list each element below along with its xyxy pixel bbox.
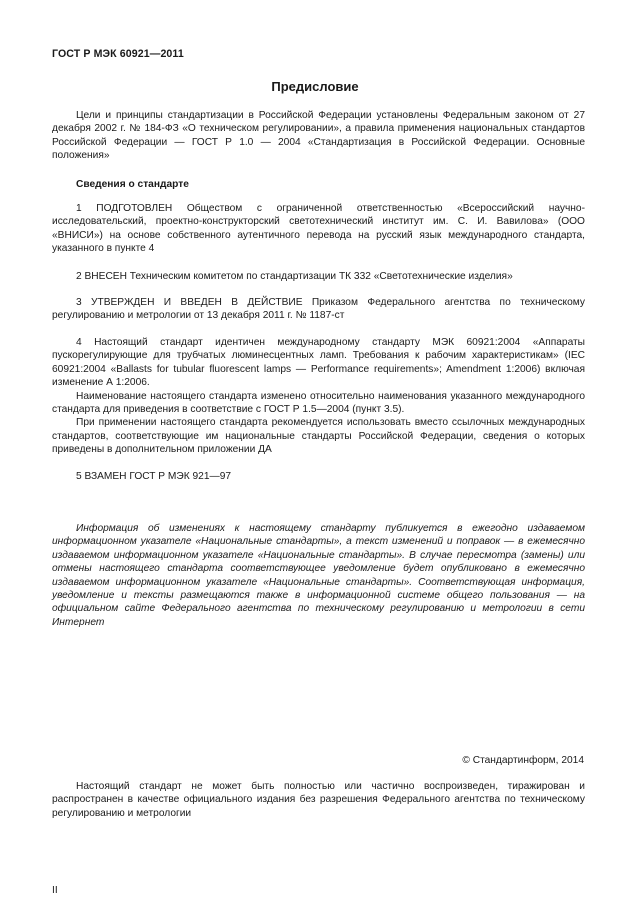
item-1-paragraph: 1 ПОДГОТОВЛЕН Обществом с ограниченной ответственностью «Всероссийский научно-исследовательский, проектно-конструкторский светотехнический институт им. С. И. Вавилова» (ООО «ВНИСИ») на основе собственного аутентичного перевода на русский язык международного стандарта, указанного в пункте 4 [52,203,585,255]
item-5-paragraph: 5 ВЗАМЕН ГОСТ Р МЭК 921—97 [76,471,232,482]
reproduction-notice: Настоящий стандарт не может быть полностью или частично воспроизведен, тиражирован и распространен в качестве официального издания без разрешения Федерального агентства по техническому регулированию и метрологии [52,781,585,819]
document-code-header: ГОСТ Р МЭК 60921—2011 [52,48,184,60]
page-title: Предисловие [271,79,359,94]
page-number: II [52,885,58,896]
item-4-paragraph: 4 Настоящий стандарт идентичен международному стандарту МЭК 60921:2004 «Аппараты пускорегулирующие для трубчатых люминесцентных ламп. Требования к рабочим характеристикам» (IEC 60921:2004 «Ballasts for tubular fluorescent lamps — Performance requirements»; Amendment 1:2006) включая изменение А 1:2006. [52,337,585,389]
changes-notice: Информация об изменениях к настоящему стандарту публикуется в ежегодно издаваемом информационном указателе «Национальные стандарты», а текст изменений и поправок — в ежемесячно издаваемом информационном указателе «Национальные стандарты». В случае пересмотра (замены) или отмены настоящего стандарта соответствующее уведомление будет опубликовано в ежемесячно издаваемом информационном указателе «Национальные стандарты». Соответствующая информация, уведомление и тексты размещаются также в информационной системе общего пользования — на официальном сайте Федерального агентства по техническому регулированию и метрологии в сети Интернет [52,523,585,628]
item-4-group [52,336,585,457]
intro-paragraph: Цели и принципы стандартизации в Российской Федерации установлены Федеральным законом от 27 декабря 2002 г. № 184-ФЗ «О техническом регулировании», а правила применения национальных стандартов Российской Федерации — ГОСТ Р 1.0 — 2004 «Стандартизация в Российской Федерации. Основные положения» [52,110,585,162]
item-4-name-note: Наименование настоящего стандарта изменено относительно наименования указанного международного стандарта для приведения в соответствие с ГОСТ Р 1.5—2004 (пункт 3.5). [52,390,585,416]
copyright-line: © Стандартинформ, 2014 [462,755,584,766]
item-2-paragraph: 2 ВНЕСЕН Техническим комитетом по стандартизации ТК 332 «Светотехнические изделия» [76,271,513,282]
item-4-reference-note: При применении настоящего стандарта рекомендуется использовать вместо ссылочных международных стандартов, соответствующие им национальные стандарты Российской Федерации, сведения о которых приведены в дополнительном приложении ДА [52,417,585,456]
info-heading: Сведения о стандарте [76,179,189,190]
item-3-paragraph: 3 УТВЕРЖДЕН И ВВЕДЕН В ДЕЙСТВИЕ Приказом Федерального агентства по техническому регулированию и метрологии от 13 декабря 2011 г. № 1187-ст [52,297,585,322]
